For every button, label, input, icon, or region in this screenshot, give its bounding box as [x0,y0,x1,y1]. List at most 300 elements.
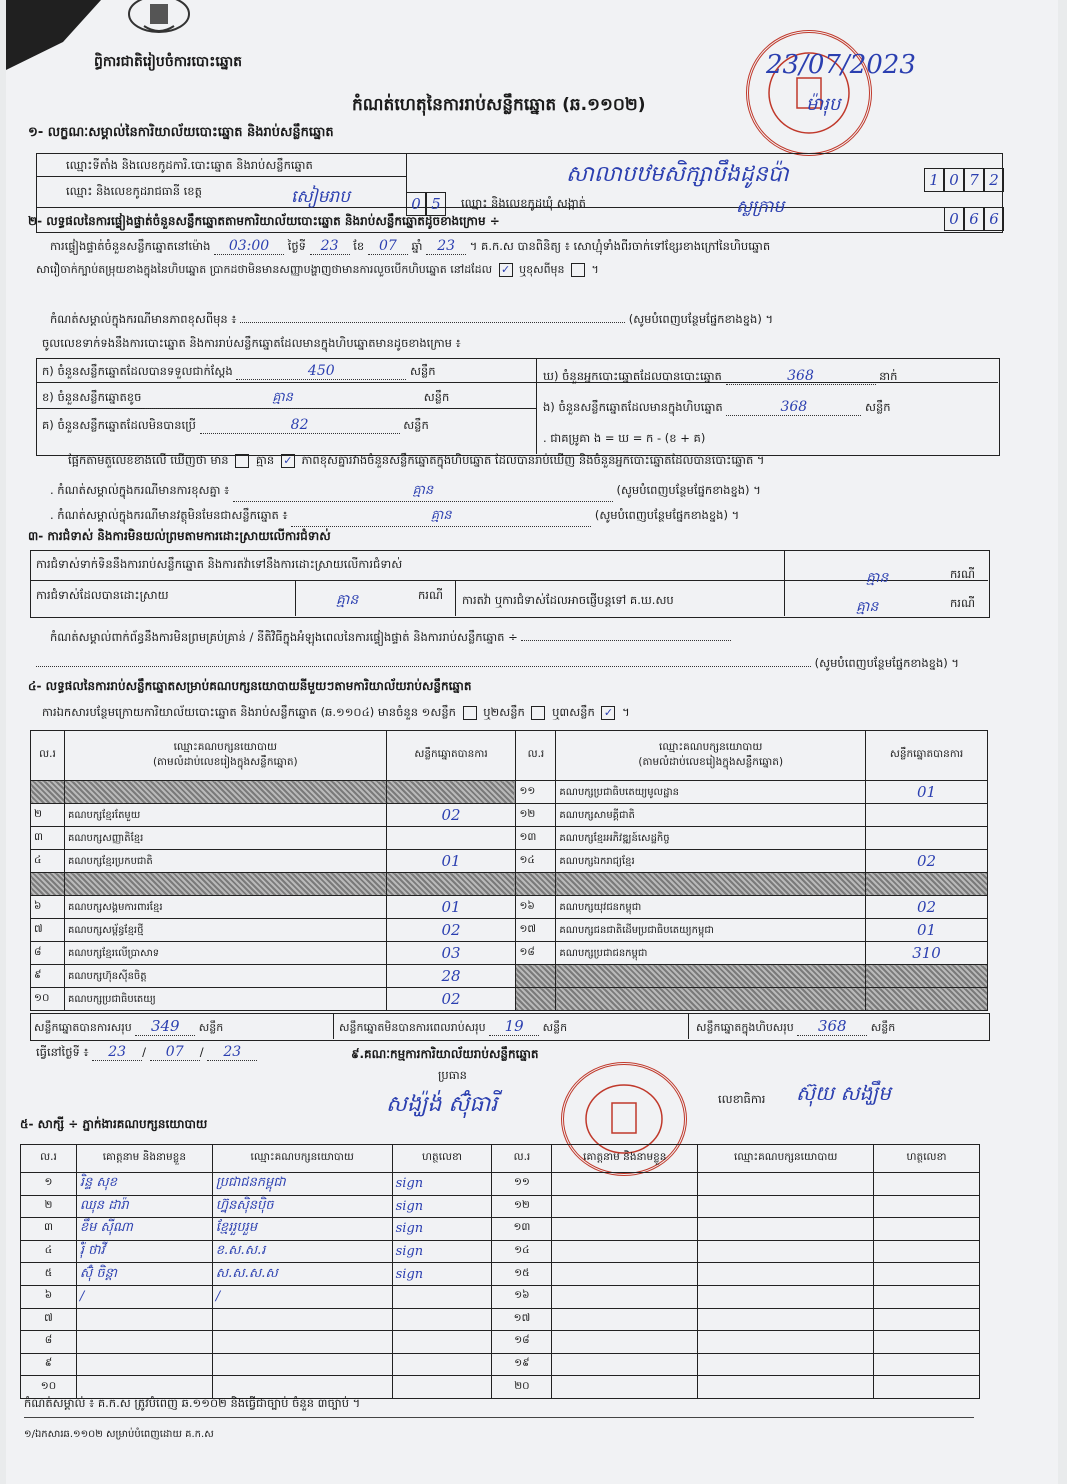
party-votes-left: 01 [386,896,516,919]
witness-signature-right[interactable] [874,1331,980,1354]
witness-party-right[interactable] [698,1263,874,1286]
party-votes-right: 02 [866,850,988,873]
objection-row1-value: គ្មាន [866,570,889,586]
witness-signature-right[interactable] [874,1353,980,1376]
party-votes-left: 02 [386,988,516,1011]
party-row [31,988,988,1011]
party-votes-left [386,781,516,804]
witness-no: ១ [21,1173,77,1196]
committee-label: ៩.គណៈកម្មការការិយាល័យរាប់សន្លឹកឆ្នោត [351,1047,539,1061]
has-difference-checkbox[interactable] [235,454,249,468]
party-name-right: គណបក្សយុវជនកម្ពុជា [556,896,866,919]
count-a-value: 450 [236,363,406,380]
valid-total-label: សន្លឹកឆ្នោតបានការសរុប [34,1021,132,1034]
party-name-left: គណបក្សខ្មែរលើប្រាសាទ [64,942,386,965]
objection-row3-label: ការតវ៉ា ឬការជំទាស់ដែលអាចផ្ញើបន្តទៅ គ.ឃ.សប [462,593,674,607]
section4-title: ៤- លទ្ធផលនៃការរាប់សន្លឹកឆ្នោតសម្រាប់គណបក្សនយោបាយនីមួយៗតាមការិយាល័យរាប់សន្លឹកឆ្នោត [28,679,472,693]
box-total-value: 368 [797,1017,867,1036]
party-no-left [31,873,65,896]
party-votes-left: 03 [386,942,516,965]
commune-code [944,207,1004,231]
verify-day: 23 [310,238,350,255]
witness-name: រិន្ទ សុខ [76,1173,212,1196]
witness-no-right: ១៤ [492,1240,552,1263]
chair-label: ប្រធាន [438,1068,467,1082]
annex-intro: ការឯកសារបន្ថែមក្រោយការិយាល័យបោះឆ្នោត និងរាប់សន្លឹកឆ្នោត (ឆ.១១០៤) មានចំនួន ១សន្លឹក [42,705,456,719]
party-no-left: ៣ [31,827,65,850]
count-d-unit: នាក់ [879,369,898,383]
witness-party-right[interactable] [698,1218,874,1241]
totals-div-v2 [688,1013,689,1039]
count-table-div-v [536,358,537,454]
count-d-value: 368 [726,368,876,385]
party-no-left: ៩ [31,965,65,988]
witness-signature-right[interactable] [874,1218,980,1241]
witness-name: រ៉ុំ ថាវី [76,1240,212,1263]
party-votes-right [866,988,988,1011]
footer-form-ref: ១/ឯកសារឆ.១១០២ សម្រាប់បំពេញដោយ គ.ក.ស [24,1429,214,1440]
section3-title: ៣- ការជំទាស់ និងការមិនយល់ព្រមតាមការដោះស្រាយលើការជំទាស់ [28,529,331,543]
commune-label: ឈ្មោះ និងលេខកូដឃុំ សង្កាត់ [461,196,586,210]
witness-name: / [76,1285,212,1308]
count-c-label: គ) ចំនួនសន្លឹកឆ្នោតដែលមិនបានប្រើ [42,418,196,432]
witness-signature [392,1285,492,1308]
procedure-note [50,630,731,647]
witness-col-sign-r: ហត្ថលេខា [874,1145,980,1173]
compare-line [68,453,764,470]
witness-no-right: ២០ [492,1376,552,1399]
witness-name-right[interactable] [552,1240,698,1263]
party-no-right: ១៧ [516,919,556,942]
witness-row [21,1331,980,1354]
secretary-label: លេខាធិការ [718,1092,766,1106]
witness-signature [392,1308,492,1331]
witness-table [20,1144,980,1399]
witness-row [21,1285,980,1308]
compare-tail: ភាពខុសគ្នារវាងចំនួនសន្លឹកឆ្នោតក្នុងហិបឆ្នោត ដែលបានរាប់ឃើញ និងចំនួនអ្នកបោះឆ្នោតដែលបានបោះឆ្នោត ។ [301,453,765,467]
witness-col-sign: ហត្ថលេខា [392,1145,492,1173]
code-digit: 7 [964,168,984,192]
party-votes-left: 01 [386,850,516,873]
count-e-label: ង) ចំនួនសន្លឹកឆ្នោតដែលមានក្នុងហិបឆ្នោត [543,400,723,414]
witness-party: ខ.ស.ស.រ [212,1240,392,1263]
not-intact-checkbox[interactable] [571,263,585,277]
witness-signature-right[interactable] [874,1240,980,1263]
witness-party-right[interactable] [698,1353,874,1376]
witness-no-right: ១៣ [492,1218,552,1241]
verify-line [50,238,770,256]
witness-signature: sign [392,1195,492,1218]
note2-value: គ្មាន [233,482,613,502]
count-c-unit: សន្លឹក [403,418,429,432]
party-votes-left [386,873,516,896]
witness-no-right: ១៥ [492,1263,552,1286]
party-no-left: ៨ [31,942,65,965]
note1-hint: (សូមបំពេញបន្ថែមផ្នែកខាងខ្នង) ។ [628,312,774,326]
witness-name-right[interactable] [552,1218,698,1241]
box-total-label: សន្លឹកឆ្នោតក្នុងហិបសរុប [696,1021,794,1034]
witness-row [21,1173,980,1196]
chair-name: សង្ឃ៉ង់ ស៊ុំធារី [386,1092,498,1117]
note3-line [50,507,739,527]
invalid-total-label: សន្លឹកឆ្នោតមិនបានការពេលរាប់សរុប [339,1021,486,1034]
party-row [31,919,988,942]
witness-party: ខ្មែររួបរួម [212,1218,392,1241]
party-name-left: គណបក្សខ្មែរប្រកបជាតិ [64,850,386,873]
col-party-left-title: ឈ្មោះគណបក្សនយោបាយ [173,740,277,753]
witness-no-right: ១២ [492,1195,552,1218]
section5-title: ៥- សាក្សី ÷ ភ្នាក់ងារគណបក្សនយោបាយ [20,1117,208,1131]
col-party-right-title: ឈ្មោះគណបក្សនយោបាយ [659,740,763,753]
party-name-left: គណបក្សសម្ព័ន្ធខ្មែរថ្មី [64,919,386,942]
col-votes-right: សន្លឹកឆ្នោតបានការ [866,731,988,781]
party-votes-right: 01 [866,919,988,942]
witness-no: ៨ [21,1331,77,1354]
date-month: 07 [150,1044,200,1061]
box-total-line [696,1017,895,1037]
witness-row [21,1308,980,1331]
count-d-label: ឃ) ចំនួនអ្នកបោះឆ្នោតដែលបានបោះឆ្នោត [543,369,722,383]
witness-row [21,1195,980,1218]
witness-name-right[interactable] [552,1353,698,1376]
count-b [42,389,449,409]
witness-col-no-r: ល.រ [492,1145,552,1173]
objection-div-h [30,580,988,581]
date-label: ធ្វើនៅថ្ងៃទី ៖ [36,1045,89,1059]
party-no-left: ១០ [31,988,65,1011]
witness-col-party: ឈ្មោះគណបក្សនយោបាយ [212,1145,392,1173]
location-divider-h [36,176,406,177]
invalid-total-line [339,1017,567,1037]
party-no-left [31,781,65,804]
witness-no: ៥ [21,1263,77,1286]
procedure-note-cont [36,656,959,673]
party-no-left: ៦ [31,896,65,919]
col-party-left-sub: (តាមលំដាប់លេខរៀងក្នុងសន្លឹកឆ្នោត) [152,755,298,768]
objection-row2-value: គ្មាន [336,592,359,608]
verify-text-a: ការផ្ទៀងផ្ទាត់ចំនួនសន្លឹកឆ្នោតនៅម៉ោង [50,239,211,253]
code-digit: 1 [924,168,944,192]
note1-line [50,312,773,329]
witness-name-right[interactable] [552,1195,698,1218]
verify-month: 07 [368,238,408,255]
year-label: ឆ្នាំ [411,239,423,253]
witness-party [212,1331,392,1354]
party-row [31,850,988,873]
witness-name: ឈុន ដារ៉ា [76,1195,212,1218]
witness-party-right[interactable] [698,1376,874,1399]
witness-no: ៩ [21,1353,77,1376]
count-e-value: 368 [726,399,861,416]
witness-signature-right[interactable] [874,1195,980,1218]
invalid-total-unit: សន្លឹក [542,1021,568,1034]
party-votes-left [386,827,516,850]
witness-party-right[interactable] [698,1308,874,1331]
note3-value: គ្មាន [291,507,591,527]
count-b-unit: សន្លឹក [423,390,450,404]
witness-party: / [212,1285,392,1308]
party-row [31,804,988,827]
witness-party: ប្រជាជនកម្ពុជា [212,1173,392,1196]
party-votes-right [866,873,988,896]
witness-name-right[interactable] [552,1285,698,1308]
witness-party-right[interactable] [698,1331,874,1354]
stamp-date: 23/07/2023 [766,50,916,80]
code-digit: 0 [944,168,964,192]
party-name-left: គណបក្សសញ្ញាតិខ្មែរ [64,827,386,850]
party-name-right: គណបក្សជនជាតិដើមប្រជាធិបតេយ្យកម្ពុជា [556,919,866,942]
witness-party-right[interactable] [698,1173,874,1196]
objection-row1-label: ការជំទាស់ទាក់ទិននឹងការរាប់សន្លឹកឆ្នោត និងការតវ៉ាទៅនឹងការដោះស្រាយលើការជំទាស់ [36,557,403,571]
national-emblem [124,0,194,40]
witness-no: ២ [21,1195,77,1218]
annex-2-checkbox[interactable] [531,706,545,720]
witness-party-right[interactable] [698,1285,874,1308]
witness-no: ១០ [21,1376,77,1399]
party-name-right: គណបក្សប្រជាធិបតេយ្យមូលដ្ឋាន [556,781,866,804]
party-name-left: គណបក្សសង្គមការពារខ្មែរ [64,896,386,919]
seal-line: សារៀំចាក់ក្បាប់តម្រុយខាងក្នុងនៃហិបឆ្នោត ប្រាកដថាមិនមានសញ្ញាបង្ហាញថាមានការលួចបើកហិបឆ្នោត នៅដដែល ✓ ឬខុសពីមុន ។ [36,263,599,276]
party-name-right: គណបក្សប្រជាជនកម្ពុជា [556,942,866,965]
procedure-note-field2[interactable] [36,666,811,667]
party-row [31,827,988,850]
section2-title: ២- លទ្ធផលនៃការផ្ទៀងផ្ទាត់ចំនួនសន្លឹកឆ្នោតតាមការិយាល័យបោះឆ្នោត និងរាប់សន្លឹកឆ្នោតដូចខាងក្រោម ÷ [28,214,500,228]
count-b-value: គ្មាន [145,389,420,409]
witness-party: ហ្វ៊ុនស៊ិនប៉ិច [212,1195,392,1218]
count-intro: ចូលលេខទាក់ទងនឹងការបោះឆ្នោត និងការរាប់សន្លឹកឆ្នោតដែលមានក្នុងហិបឆ្នោតមានដូចខាងក្រោម ៖ [42,336,461,350]
note3-label: . កំណត់សម្គាល់ក្នុងករណីមានវត្ថុមិនមែនជាសន្លឹកឆ្នោត ៖ [50,508,288,522]
party-name-left: គណបក្សប្រជាធិបតេយ្យ [64,988,386,1011]
witness-name-right[interactable] [552,1376,698,1399]
witness-no-right: ១១ [492,1173,552,1196]
annex-opt2: ឬ២សន្លឹក [483,705,525,719]
institution-name: ព្ធិការជាតិរៀបចំការបោះឆ្នោត [94,54,243,70]
note1-label: កំណត់សម្គាល់ក្នុងករណីមានភាពខុសពីមុន ៖ [50,312,237,326]
witness-signature-right[interactable] [874,1308,980,1331]
witness-no: ៤ [21,1240,77,1263]
party-row [31,965,988,988]
witness-signature: sign [392,1173,492,1196]
witness-signature-right[interactable] [874,1263,980,1286]
party-votes-right [866,827,988,850]
witness-signature [392,1353,492,1376]
witness-no: ៦ [21,1285,77,1308]
footer-rule [24,1417,974,1418]
witness-signature-right[interactable] [874,1376,980,1399]
party-no-right [516,965,556,988]
annex-opt3: ឬ៣សន្លឹក [552,705,595,719]
witness-name: ស៊ុំ ចិន្ដា [76,1263,212,1286]
objection-row2-label: ការជំទាស់ដែលបានដោះស្រាយ [36,588,169,602]
code-digit: 2 [984,168,1004,192]
witness-no-right: ១៦ [492,1285,552,1308]
party-no-right: ១៤ [516,850,556,873]
objection-div-v2 [295,580,296,616]
col-votes-left: សន្លឹកឆ្នោតបានការ [386,731,516,781]
witness-party [212,1308,392,1331]
col-no-right: ល.រ [516,731,556,781]
witness-signature [392,1376,492,1399]
valid-total-line [34,1017,223,1037]
party-no-right: ១៦ [516,896,556,919]
location-label: ឈ្មោះទីតាំង និងលេខកូដការិ.បោះឆ្នោត និងរាប់សន្លឹកឆ្នោត [66,158,313,172]
count-formula: . ជាគម្រូគា ង = ឃ = ក - (ខ + គ) [543,431,706,445]
witness-party: ស.ស.ស.ស [212,1263,392,1286]
party-votes-left: 02 [386,804,516,827]
no-difference-checkbox[interactable]: ✓ [281,454,295,468]
valid-total-unit: សន្លឹក [198,1021,224,1034]
col-party-left [64,731,386,781]
date-line: ធ្វើនៅថ្ងៃទី ៖ 23 / 07 / 23 [36,1044,257,1062]
witness-signature-right[interactable] [874,1173,980,1196]
party-name-right: គណបក្សសាមគ្គីជាតិ [556,804,866,827]
witness-row [21,1218,980,1241]
party-name-left [64,873,386,896]
commune-digit: 0 [944,207,964,231]
count-e-unit: សន្លឹក [865,400,891,414]
party-no-right [516,873,556,896]
witness-row [21,1263,980,1286]
witness-name-right[interactable] [552,1173,698,1196]
count-b-label: ខ) ចំនួនសន្លឹកឆ្នោតខូច [42,390,142,404]
objection-div-v3 [455,580,456,616]
location-value: សាលាបឋមសិក្សាបឹងដូនប៉ា [566,162,789,187]
party-no-right: ១៨ [516,942,556,965]
commune-digit: 6 [964,207,984,231]
compare-text: ផ្អែកតាមតួលេខខាងលើ ឃើញថា មាន [68,453,229,467]
party-name-left: គណបក្សហ៊ុនស៊ីនចិត្ត [64,965,386,988]
witness-col-name: គោត្តនាម និងនាមខ្លួន [76,1145,212,1173]
day-label: ថ្ងៃទី [287,239,306,253]
party-name-left: គណបក្សខ្មែរតែមួយ [64,804,386,827]
count-a-unit: សន្លឹក [409,364,436,378]
invalid-total-value: 19 [489,1017,539,1036]
objection-row2-unit: ករណី [418,588,443,602]
torn-corner [6,0,101,70]
party-name-right: គណបក្សខ្មែរអភិវឌ្ឍន៍សេដ្ឋកិច្ច [556,827,866,850]
date-day: 23 [92,1044,142,1061]
annex-1-checkbox[interactable] [463,706,477,720]
objection-div-v1 [784,550,785,616]
party-no-right: ១១ [516,781,556,804]
party-no-right [516,988,556,1011]
party-name-right [556,988,866,1011]
count-c [42,417,429,435]
witness-name: ខឹម ស៊ីណា [76,1218,212,1241]
province-label: ឈ្មោះ និងលេខកូដរាជធានី ខេត្ត [66,184,202,198]
note2-label: . កំណត់សម្គាល់ក្នុងករណីមានការខុសគ្នា ៖ [50,483,230,497]
witness-name [76,1331,212,1354]
witness-name-right[interactable] [552,1263,698,1286]
procedure-note-field[interactable] [521,640,731,641]
witness-row [21,1353,980,1376]
commune-value: ស្លក្រាម [736,197,785,217]
witness-no-right: ១៩ [492,1353,552,1376]
witness-signature-right[interactable] [874,1285,980,1308]
province-digit: 0 [406,192,426,216]
party-results-table [30,730,988,1011]
party-row [31,873,988,896]
witness-party [212,1353,392,1376]
box-total-unit: សន្លឹក [870,1021,896,1034]
province-value: សៀមរាប [291,187,351,207]
not-intact-label: ឬខុសពីមុន [519,263,565,276]
witness-no: ៣ [21,1218,77,1241]
party-no-left: ៧ [31,919,65,942]
col-no-left: ល.រ [31,731,65,781]
procedure-note-hint: (សូមបំពេញបន្ថែមផ្នែកខាងខ្នង) ។ [814,656,959,670]
party-votes-right [866,804,988,827]
witness-party-right[interactable] [698,1195,874,1218]
witness-no-right: ១៨ [492,1331,552,1354]
verify-time: 03:00 [214,238,284,255]
procedure-note-label: កំណត់សម្គាល់ពាក់ព័ន្ធនឹងការមិនព្រមគ្រប់គ្រាន់ / នីតិវិធីក្នុងអំឡុងពេលនៃការផ្ទៀងផ្ទាត់ និងការរាប់សន្លឹកឆ្នោត ÷ [50,630,518,644]
party-name-right: គណបក្សឯករាជ្យខ្មែរ [556,850,866,873]
witness-col-name-r: គោត្តនាម និងនាមខ្លួន [552,1145,698,1173]
objection-row3-value: គ្មាន [856,599,879,615]
province-digit: 5 [426,192,446,216]
commune-digit: 6 [984,207,1004,231]
witness-row [21,1240,980,1263]
annex-3-checkbox[interactable]: ✓ [601,706,615,720]
verify-text-b: ។ គ.ក.ស បានពិនិត្យ ៖ សោហ្មុំទាំងពីរចាក់ទៅខ្សែរខាងក្រៅនៃហិបឆ្នោត [469,239,771,253]
party-votes-right [866,965,988,988]
witness-no: ៧ [21,1308,77,1331]
party-votes-right: 02 [866,896,988,919]
party-no-left: ២ [31,804,65,827]
witness-signature: sign [392,1240,492,1263]
note2-line [50,482,761,502]
no-difference-label: គ្មាន [255,453,275,467]
party-no-right: ១៣ [516,827,556,850]
party-votes-right: 310 [866,942,988,965]
witness-col-no: ល.រ [21,1145,77,1173]
party-name-left [64,781,386,804]
party-name-right [556,873,866,896]
witness-name-right[interactable] [552,1308,698,1331]
totals-div-v1 [333,1013,334,1039]
party-no-right: ១២ [516,804,556,827]
col-party-right-sub: (តាមលំដាប់លេខរៀងក្នុងសន្លឹកឆ្នោត) [638,755,784,768]
witness-signature: sign [392,1263,492,1286]
count-a [42,363,436,381]
party-votes-left: 02 [386,919,516,942]
witness-no-right: ១៧ [492,1308,552,1331]
witness-party-right[interactable] [698,1240,874,1263]
objection-row3-unit: ករណី [950,596,975,610]
count-e [543,399,891,417]
count-c-value: 82 [200,417,400,434]
witness-signature [392,1331,492,1354]
party-name-right [556,965,866,988]
date-year: 23 [207,1044,257,1061]
verify-year: 23 [426,238,466,255]
witness-name [76,1353,212,1376]
stamp-signature: ម៉ារុប [806,94,841,115]
intact-checkbox[interactable]: ✓ [499,263,513,277]
section1-title: ១- លក្ខណៈសម្គាល់នៃការិយាល័យបោះឆ្នោត និងរាប់សន្លឹកឆ្នោត [28,125,334,140]
valid-total-value: 349 [135,1017,195,1036]
witness-col-party-r: ឈ្មោះគណបក្សនយោបាយ [698,1145,874,1173]
form-title: កំណត់ហេតុនៃការរាប់សន្លឹកឆ្នោត (ឆ.១១០២) [352,95,646,115]
annex-line: ការឯកសារបន្ថែមក្រោយការិយាល័យបោះឆ្នោត និងរាប់សន្លឹកឆ្នោត (ឆ.១១០៤) មានចំនួន ១សន្លឹក ឬ២សន្លឹក ឬ៣សន្លឹក ✓ ។ [42,705,630,719]
party-votes-left: 28 [386,965,516,988]
witness-name-right[interactable] [552,1331,698,1354]
party-no-left: ៤ [31,850,65,873]
witness-signature: sign [392,1218,492,1241]
secretary-name: ស៊ុយ សង្ឃឹម [796,1081,891,1105]
note1-field[interactable] [240,322,625,323]
